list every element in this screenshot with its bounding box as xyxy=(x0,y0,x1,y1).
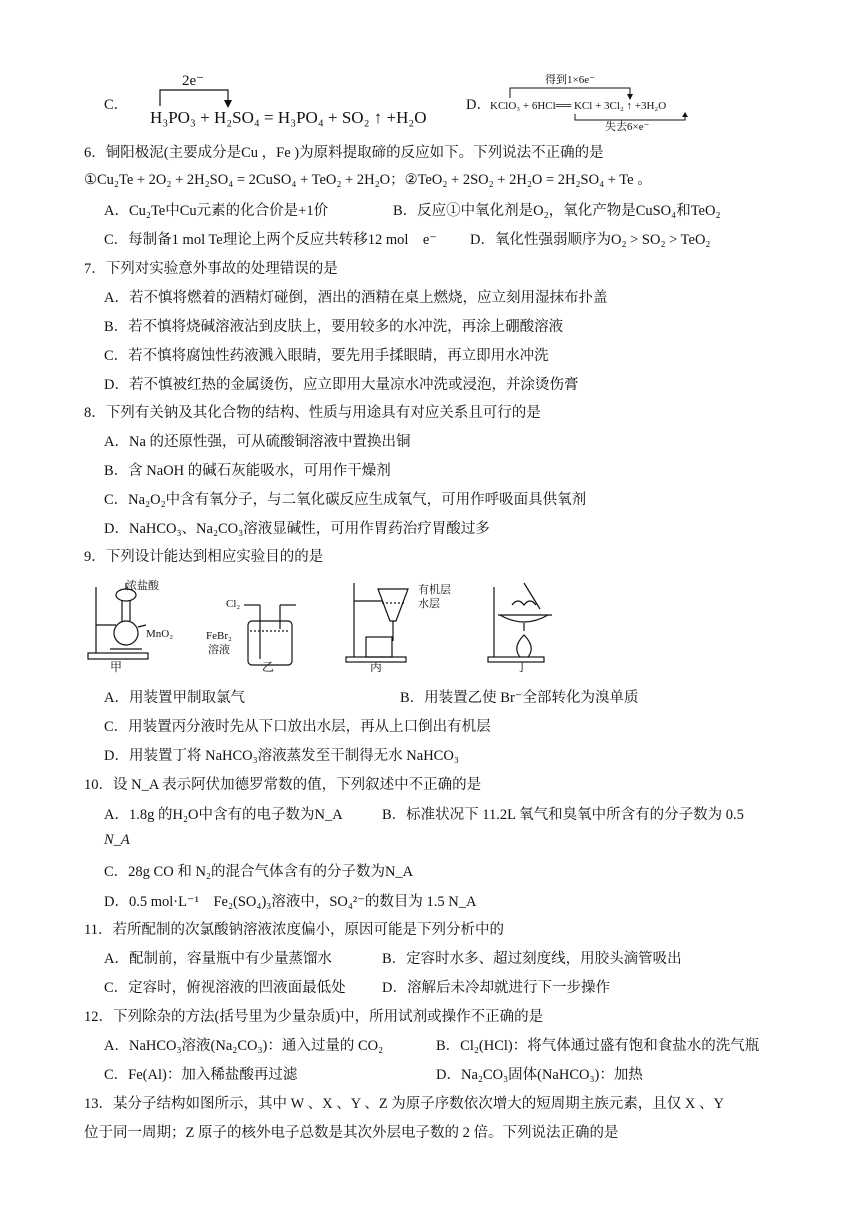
d-electron-arrows xyxy=(490,72,770,132)
q6-option-b: B．反应①中氧化剂是O₂，氧化产物是CuSO₄和TeO₂ xyxy=(393,203,721,219)
apparatus-yi xyxy=(244,605,296,665)
bing-label: 丙 xyxy=(370,660,383,674)
q9-stem: 9．下列设计能达到相应实验目的的是 xyxy=(84,549,324,565)
q8-stem: 8．下列有关钠及其化合物的结构、性质与用途具有对应关系且可行的是 xyxy=(84,405,541,421)
apparatus-ding xyxy=(488,583,552,662)
q10-option-c: C．28g CO 和 N₂的混合气体含有的分子数为N_A xyxy=(104,864,414,880)
yi-febr2: FeBr₂ xyxy=(206,630,232,642)
q6-option-c: C．每制备1 mol Te理论上两个反应共转移12 mol e⁻ xyxy=(104,232,438,248)
q11-option-d: D．溶解后未冷却就进行下一步操作 xyxy=(382,980,610,996)
bing-water-layer: 水层 xyxy=(418,598,440,610)
apparatus-bing xyxy=(346,583,408,662)
q7-option-a: A．若不慎将燃着的酒精灯碰倒，酒出的酒精在桌上燃烧，应立刻用湿抹布扑盖 xyxy=(104,290,608,306)
q6-reactions: ①Cu₂Te + 2O₂ + 2H₂SO₄ = 2CuSO₄ + TeO₂ + 2H₂O；②TeO₂ + 2SO₂ + 2H₂O = 2H₂SO₄ + Te 。 xyxy=(84,172,652,188)
apparatus-jia xyxy=(88,583,148,659)
q7-option-c: C．若不慎将腐蚀性药液溅入眼睛，要先用手揉眼睛，再立即用水冲洗 xyxy=(104,348,549,364)
jia-label: 甲 xyxy=(110,660,123,674)
jia-conc-hcl: 浓盐酸 xyxy=(126,580,159,592)
q12-option-d: D．Na₂CO₃固体(NaHCO₃)：加热 xyxy=(436,1067,643,1083)
q12-stem: 12．下列除杂的方法(括号里为少量杂质)中，所用试剂或操作不正确的是 xyxy=(84,1009,544,1025)
q11-option-a: A．配制前，容量瓶中有少量蒸馏水 xyxy=(104,951,332,967)
c-electron-count: 2e⁻ xyxy=(182,73,205,89)
q11-stem: 11．若所配制的次氯酸钠溶液浓度偏小，原因可能是下列分析中的 xyxy=(84,922,504,938)
q12-option-b: B．Cl₂(HCl)：将气体通过盛有饱和食盐水的洗气瓶 xyxy=(436,1038,760,1054)
c-option-label: C． xyxy=(104,97,129,113)
q7-stem: 7．下列对实验意外事故的处理错误的是 xyxy=(84,261,338,277)
q10-option-b: B．标准状况下 11.2L 氧气和臭氧中所含有的分子数为 0.5 xyxy=(382,807,744,823)
c-electron-arrow xyxy=(150,68,240,108)
q6-option-a: A．Cu₂Te中Cu元素的化合价是+1价 xyxy=(104,203,329,219)
d-loss-label: 失去6×e⁻ xyxy=(605,121,650,132)
q10-option-b-cont: N_A xyxy=(104,832,130,848)
q11-option-b: B．定容时水多、超过刻度线，用胶头滴管吸出 xyxy=(382,951,682,967)
q8-option-c: C．Na₂O₂中含有氧分子，与二氧化碳反应生成氧气，可用作呼吸面具供氧剂 xyxy=(104,492,587,508)
q10-option-a: A．1.8g 的H₂O中含有的电子数为N_A xyxy=(104,807,343,823)
q9-apparatus-figure xyxy=(84,575,604,675)
d-option-label: D． xyxy=(466,97,491,113)
q13-line1: 13．某分子结构如图所示，其中 W 、X 、Y 、Z 为原子序数依次增大的短周期主族元素，且仅 X 、Y xyxy=(84,1096,725,1112)
q8-option-b: B．含 NaOH 的碱石灰能吸水，可用作干燥剂 xyxy=(104,463,391,479)
yi-cl2: Cl₂ xyxy=(226,598,241,610)
bing-organic-layer: 有机层 xyxy=(418,584,451,596)
q8-option-a: A．Na 的还原性强，可从硫酸铜溶液中置换出铜 xyxy=(104,434,411,450)
q6-option-d: D．氧化性强弱顺序为O₂ > SO₂ > TeO₂ xyxy=(470,232,711,248)
jia-mno2: MnO₂ xyxy=(146,628,174,640)
q8-option-d: D．NaHCO₃、Na₂CO₃溶液显碱性，可用作胃药治疗胃酸过多 xyxy=(104,521,490,537)
c-equation: H₃PO₃ + H₂SO₄ = H₃PO₄ + SO₂ ↑ +H₂O xyxy=(150,108,427,127)
q9-option-d: D．用装置丁将 NaHCO₃溶液蒸发至干制得无水 NaHCO₃ xyxy=(104,748,459,764)
q10-option-d: D．0.5 mol·L⁻¹ Fe₂(SO₄)₃溶液中，SO₄²⁻的数目为 1.5 N_A xyxy=(104,894,477,910)
yi-label: 乙 xyxy=(262,660,275,674)
q13-line2: 位于同一周期；Z 原子的核外电子总数是其次外层电子数的 2 倍。下列说法正确的是 xyxy=(84,1125,619,1141)
q9-option-a: A．用装置甲制取氯气 xyxy=(104,690,245,706)
q11-option-c: C．定容时，俯视溶液的凹液面最低处 xyxy=(104,980,346,996)
d-gain-label: 得到1×6e⁻ xyxy=(545,74,595,86)
ding-label: 丁 xyxy=(516,660,529,674)
q9-option-b: B．用装置乙使 Br⁻全部转化为溴单质 xyxy=(400,690,639,706)
q7-option-b: B．若不慎将烧碱溶液沾到皮肤上，要用较多的水冲洗，再涂上硼酸溶液 xyxy=(104,319,564,335)
d-equation: KClO₃ + 6HCl══ KCl + 3Cl₂ ↑ +3H₂O xyxy=(490,100,667,112)
q10-stem: 10．设 N_A 表示阿伏加德罗常数的值，下列叙述中不正确的是 xyxy=(84,777,482,793)
yi-solution: 溶液 xyxy=(208,644,230,656)
q6-stem: 6．铜阳极泥(主要成分是Cu ，Fe )为原料提取碲的反应如下。下列说法不正确的是 xyxy=(84,145,604,161)
q12-option-c: C．Fe(Al)：加入稀盐酸再过滤 xyxy=(104,1067,298,1083)
q9-option-c: C．用装置丙分液时先从下口放出水层，再从上口倒出有机层 xyxy=(104,719,491,735)
q12-option-a: A．NaHCO₃溶液(Na₂CO₃)：通入过量的 CO₂ xyxy=(104,1038,384,1054)
q7-option-d: D．若不慎被红热的金属烫伤，应立即用大量凉水冲洗或浸泡，并涂烫伤膏 xyxy=(104,377,579,393)
